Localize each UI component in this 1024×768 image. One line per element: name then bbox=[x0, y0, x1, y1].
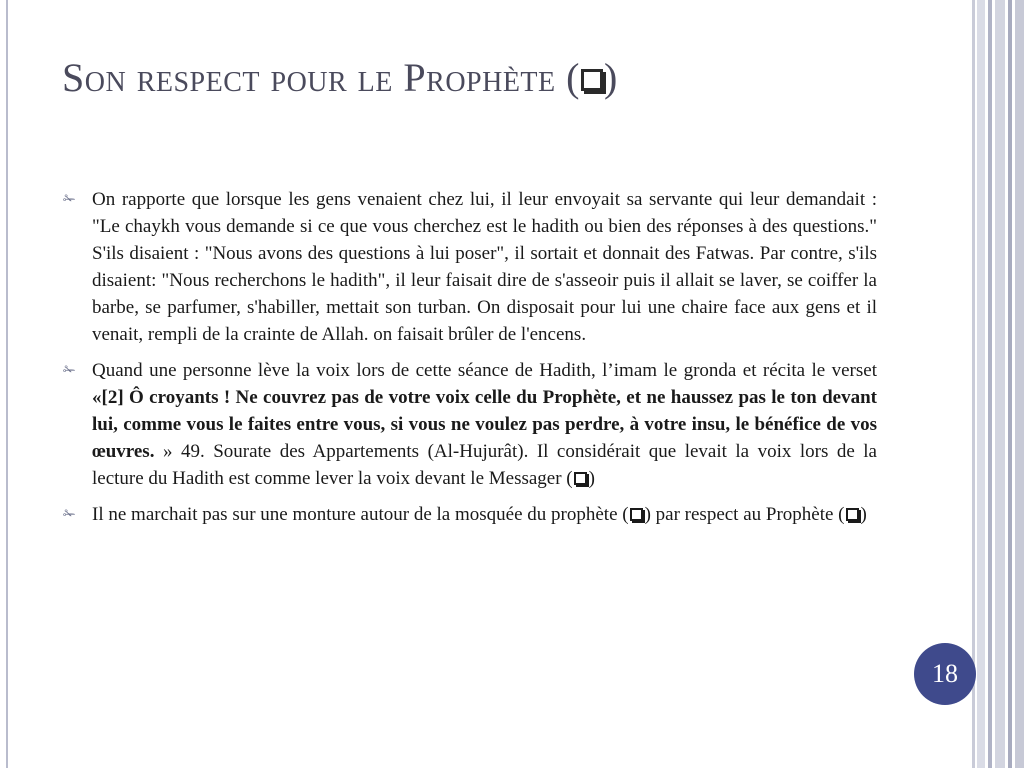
list-item bbox=[62, 501, 877, 528]
bullet-text: ) bbox=[860, 504, 867, 525]
honorific-box-icon bbox=[574, 472, 587, 485]
slide-title bbox=[62, 52, 942, 104]
bullet-list bbox=[62, 186, 877, 537]
list-item bbox=[62, 357, 877, 492]
honorific-box-icon bbox=[581, 69, 603, 91]
bullet-text: ) bbox=[588, 468, 595, 489]
bullet-text: On rapporte que lorsque les gens venaient chez lui, il leur envoyait sa servante qui leur demandait : "Le chaykh vous demande si ce que vous cherchez est le hadith ou bien des réponses à des questions." S'ils disaient : "Nous avons des questions à lui poser", il sortait et donnait des Fatwas. Par contre, s'ils disaient: "Nous recherchons le hadith", il leur faisait dire de s'asseoir puis il allait se laver, se coiffer la barbe, se parfumer, s'habiller, mettait son turban. On disposait pour lui une chaire face aux gens et il venait, rempli de la crainte de Allah. on faisait brûler de l'encens. bbox=[92, 189, 877, 345]
list-item bbox=[62, 186, 877, 348]
title-text: Son respect pour le Prophète ( bbox=[62, 55, 580, 100]
left-border-rule bbox=[6, 0, 8, 768]
bullet-text: Il ne marchait pas sur une monture autour de la mosquée du prophète ( bbox=[92, 504, 629, 525]
scissors-icon: ✁ bbox=[63, 192, 76, 208]
bullet-text: » 49. Sourate des Appartements (Al-Hujurât). Il considérait que levait la voix lors de la lecture du Hadith est comme lever la voix devant le Messager ( bbox=[92, 441, 877, 489]
bullet-text: Quand une personne lève la voix lors de cette séance de Hadith, l’imam le gronda et récita le verset bbox=[92, 360, 877, 381]
bullet-text: ) par respect au Prophète ( bbox=[644, 504, 845, 525]
honorific-box-icon bbox=[846, 508, 859, 521]
scissors-icon: ✁ bbox=[63, 507, 76, 523]
verse-quote: «[2] Ô croyants ! Ne couvrez pas de votre voix celle du Prophète, et ne haussez pas le ton devant lui, comme vous le faites entre vous, si vous ne voulez pas perdre, à votre insu, le bénéfice de vos œuvres. bbox=[92, 387, 877, 462]
title-close: ) bbox=[603, 55, 618, 100]
scissors-icon: ✁ bbox=[63, 363, 76, 379]
decorative-stripes bbox=[972, 0, 1024, 768]
page-number-badge: 18 bbox=[914, 643, 976, 705]
honorific-box-icon bbox=[630, 508, 643, 521]
